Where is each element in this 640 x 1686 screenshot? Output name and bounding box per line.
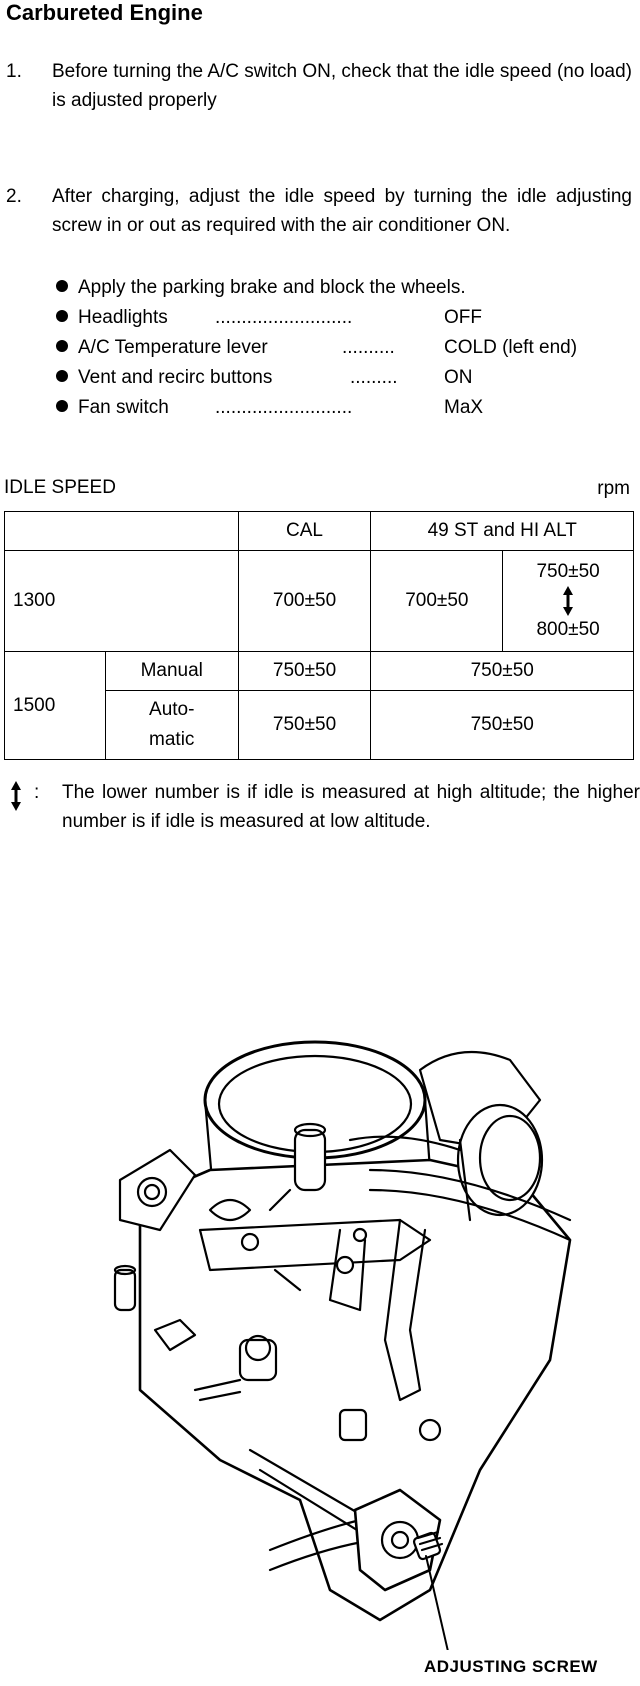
trans-auto-line2: matic — [149, 729, 195, 750]
condition-label: Headlights — [78, 307, 168, 328]
condition-item — [56, 363, 473, 393]
condition-label: Apply the parking brake and block the wheels. — [78, 277, 466, 298]
trans-manual: Manual — [105, 652, 238, 691]
condition-value: MaX — [444, 397, 484, 418]
st49-1500-manual: 750±50 — [371, 652, 634, 691]
condition-value: COLD (left end) — [444, 337, 578, 358]
bullet-icon — [56, 340, 68, 352]
st49-1500-auto: 750±50 — [371, 691, 634, 760]
condition-label: Fan switch — [78, 397, 169, 418]
header-49st: 49 ST and HI ALT — [371, 512, 634, 551]
step-2 — [0, 182, 640, 272]
table-row — [5, 551, 634, 652]
st49-1300-range — [503, 551, 634, 652]
condition-item — [56, 333, 578, 363]
bullet-icon — [56, 400, 68, 412]
condition-label: Vent and recirc buttons — [78, 367, 273, 388]
leader-dots: .......... — [342, 337, 395, 358]
st49-1300-high-top: 750±50 — [536, 561, 600, 582]
trans-automatic — [105, 691, 238, 760]
table-header-row — [5, 512, 634, 551]
note-colon: : — [34, 782, 40, 803]
bullet-icon — [56, 370, 68, 382]
leader-dots: .......................... — [215, 397, 353, 418]
idle-speed-table — [4, 511, 634, 760]
range-arrow-icon — [560, 585, 576, 617]
bullet-icon — [56, 280, 68, 292]
table-unit: rpm — [597, 478, 630, 499]
section-title: Carbureted Engine — [6, 0, 203, 25]
step-1-text: Before turning the A/C switch ON, check that the idle speed (no load) is adjusted properly — [52, 61, 632, 111]
condition-item — [56, 303, 482, 333]
note-text: The lower number is if idle is measured at high altitude; the higher number is if idle is measured at low altitude. — [62, 782, 640, 832]
range-arrow-icon — [8, 780, 24, 812]
table-row — [5, 652, 634, 691]
cal-1500-auto: 750±50 — [238, 691, 371, 760]
engine-1500: 1500 — [5, 652, 106, 760]
trans-auto-line1: Auto- — [149, 699, 195, 720]
header-cal: CAL — [238, 512, 371, 551]
condition-list — [56, 273, 578, 423]
note-marker — [8, 780, 40, 812]
engine-1300: 1300 — [5, 551, 239, 652]
carburetor-illustration — [100, 1030, 640, 1650]
st49-1300-high-bottom: 800±50 — [536, 619, 600, 640]
condition-value: OFF — [444, 307, 482, 328]
figure-caption: ADJUSTING SCREW — [424, 1657, 598, 1676]
bullet-icon — [56, 310, 68, 322]
step-2-number: 2. — [6, 186, 22, 207]
st49-1300-low: 700±50 — [371, 551, 503, 652]
leader-dots: ......... — [350, 367, 398, 388]
step-1-number: 1. — [6, 61, 22, 82]
step-2-text: After charging, adjust the idle speed by turning the idle adjusting screw in or out as required with the air conditioner ON. — [52, 186, 632, 236]
leader-dots: .......................... — [215, 307, 353, 328]
condition-value: ON — [444, 367, 473, 388]
header-blank — [5, 512, 239, 551]
condition-label: A/C Temperature lever — [78, 337, 268, 358]
cal-1300: 700±50 — [238, 551, 371, 652]
table-caption: IDLE SPEED — [4, 477, 116, 498]
cal-1500-manual: 750±50 — [238, 652, 371, 691]
condition-item — [56, 273, 466, 303]
step-1 — [0, 57, 640, 117]
condition-item — [56, 393, 484, 423]
